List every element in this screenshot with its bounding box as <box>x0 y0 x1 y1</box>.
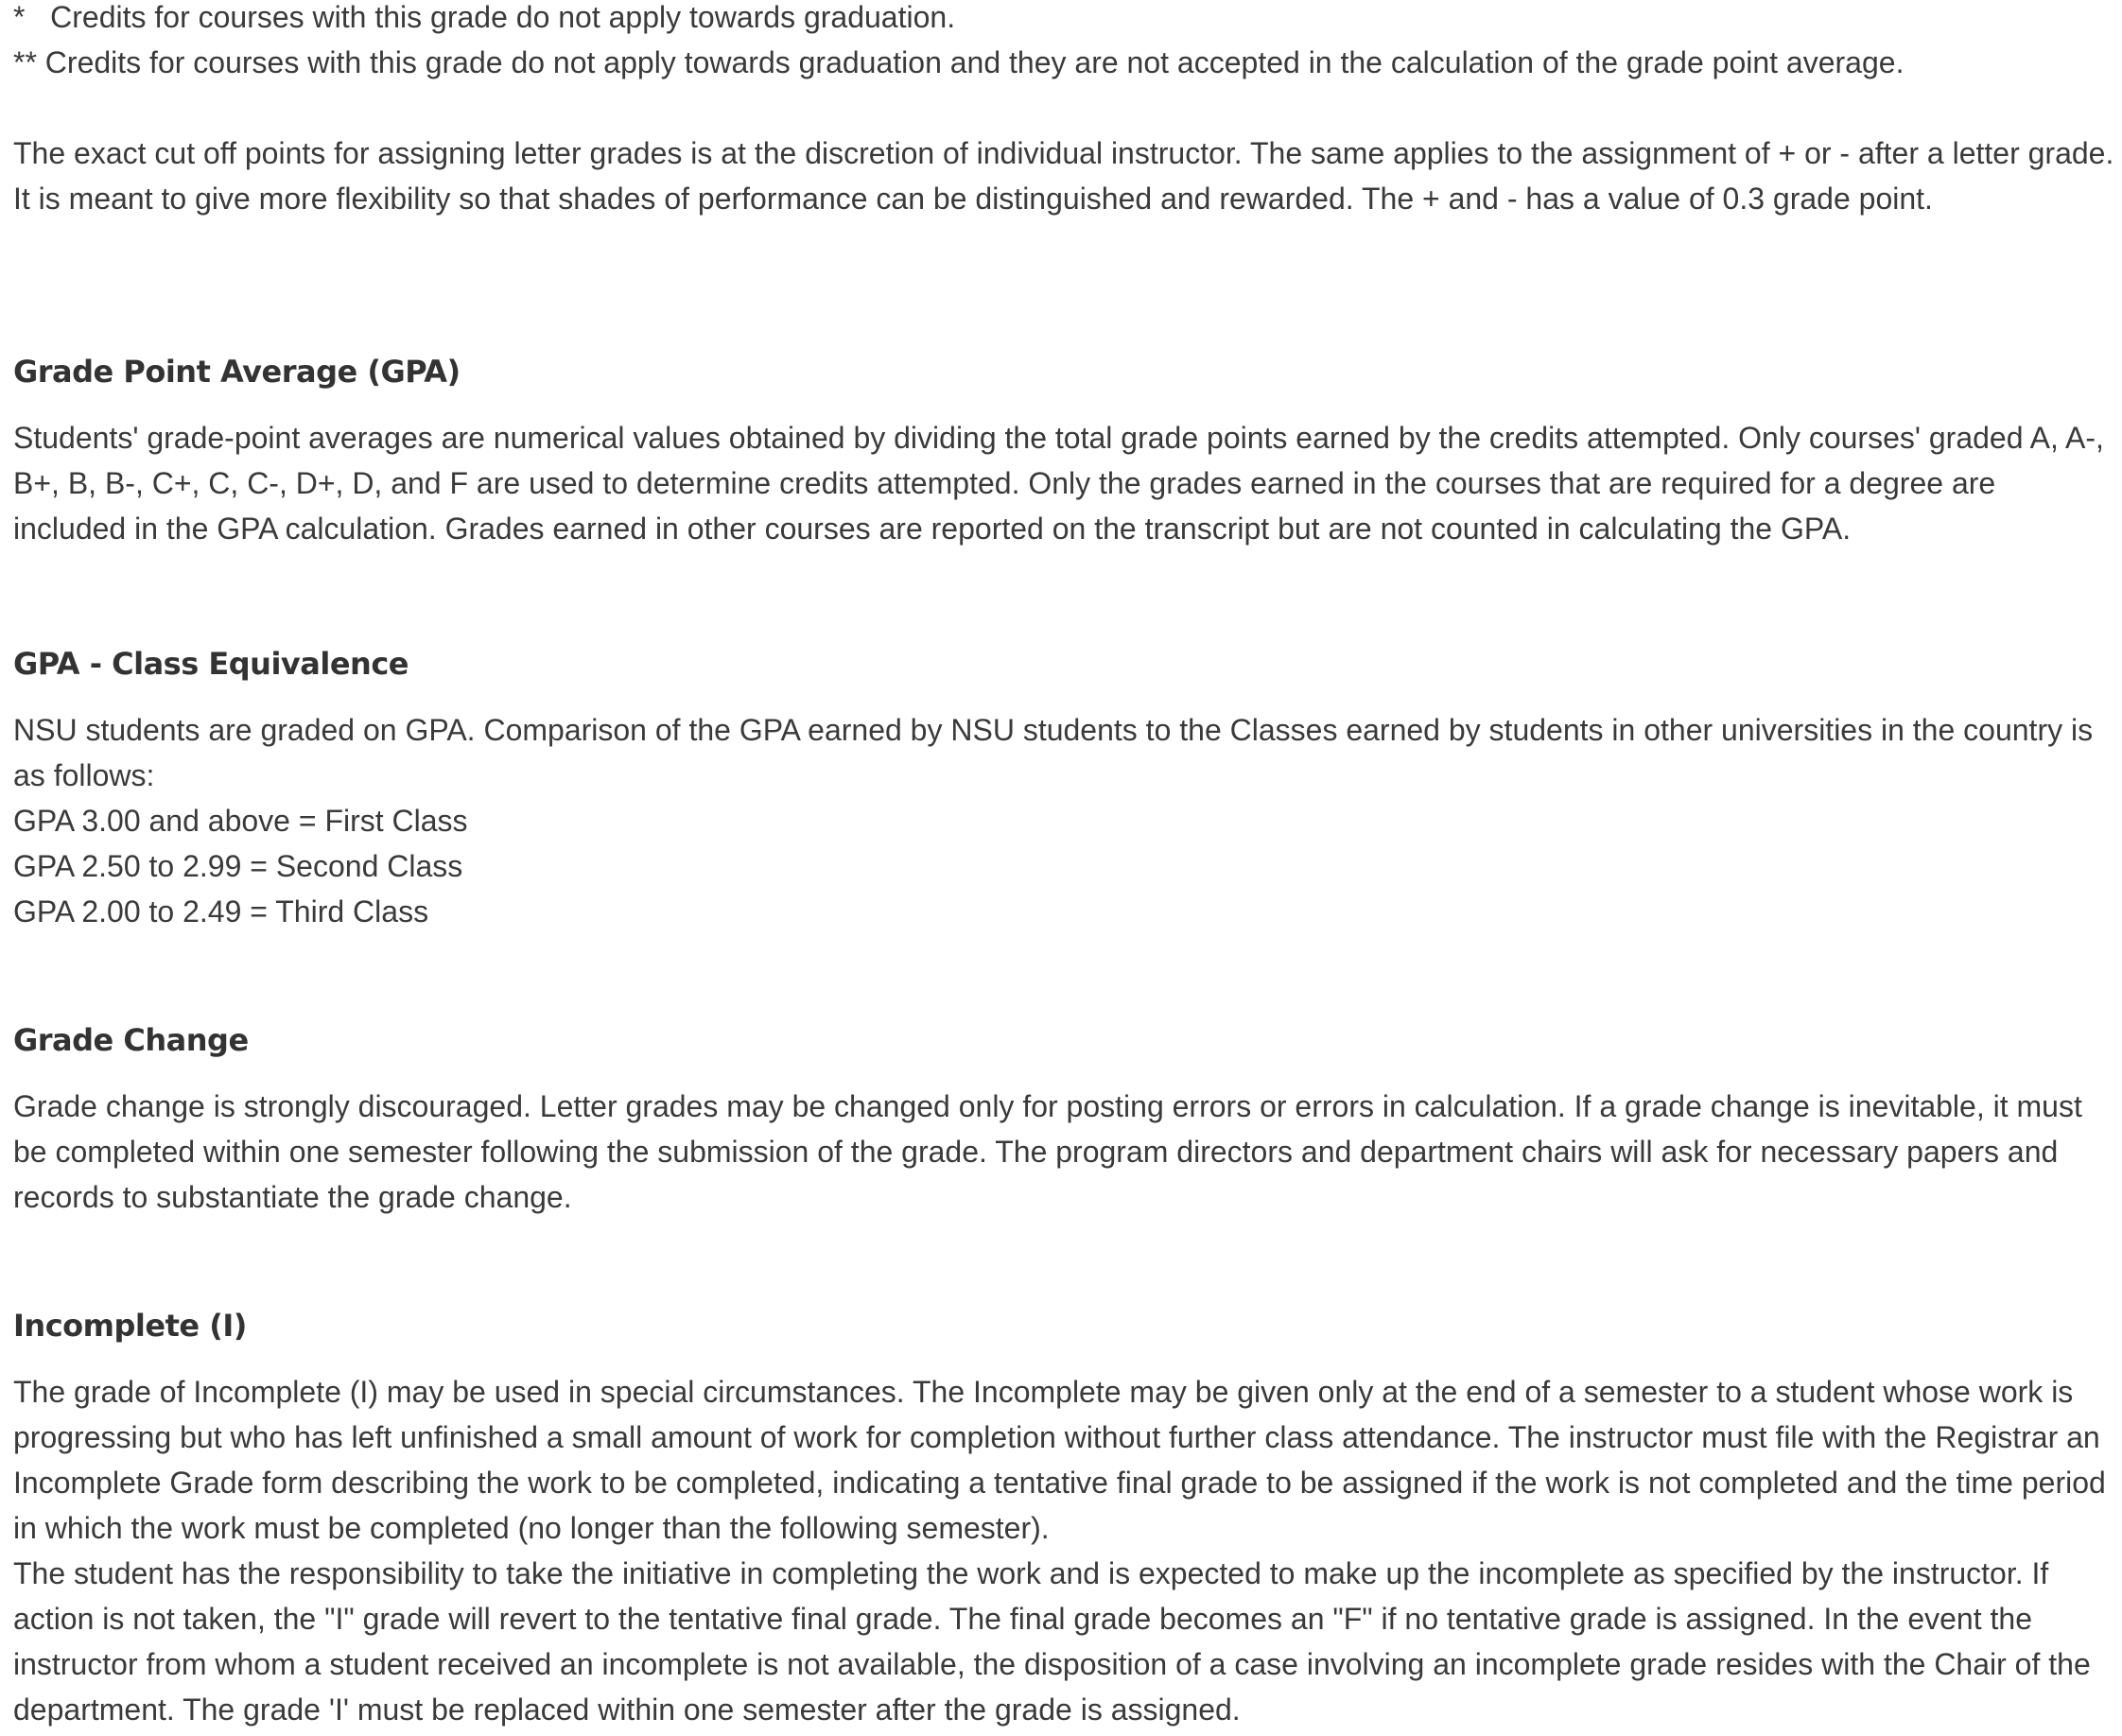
incomplete-paragraph-2: The student has the responsibility to take the initiative in completing the work and is expected to make up the incomplete as specified by the instructor. If action is not taken, the "I" grade will revert to the tentative final grade. The final grade becomes an "F" if no tentative grade is assigned. In the event the instructor from whom a student received an incomplete is not available, the disposition of a case involving an incomplete grade resides with the Chair of the department. The grade 'I' must be replaced within one semester after the grade is assigned. <box>13 1556 2091 1727</box>
grade-change-heading: Grade Change <box>13 1022 249 1058</box>
class-equivalence-line-first: GPA 3.00 and above = First Class <box>13 804 468 838</box>
footnote-single-asterisk: * Credits for courses with this grade do not apply towards graduation. <box>13 0 956 34</box>
class-equivalence-heading: GPA - Class Equivalence <box>13 646 409 682</box>
gpa-heading: Grade Point Average (GPA) <box>13 354 461 390</box>
incomplete-heading: Incomplete (I) <box>13 1308 247 1344</box>
class-equivalence-line-third: GPA 2.00 to 2.49 = Third Class <box>13 894 429 929</box>
gpa-paragraph: Students' grade-point averages are numerical values obtained by dividing the total grade points earned by the credits attempted. Only courses' graded A, A-, B+, B, B-, C+, C, C-, D+, D, and F are used to determine credits attempted. Only the grades earned in the courses that are required for a degree are included in the GPA calculation. Grades earned in other courses are reported on the transcript but are not counted in calculating the GPA. <box>13 421 2104 546</box>
class-equivalence-line-second: GPA 2.50 to 2.99 = Second Class <box>13 849 463 883</box>
grade-change-paragraph: Grade change is strongly discouraged. Letter grades may be changed only for posting errors or errors in calculation. If a grade change is inevitable, it must be completed within one semester following the submission of the grade. The program directors and department chairs will ask for necessary papers and records to substantiate the grade change. <box>13 1089 2082 1214</box>
grading-cutoff-paragraph: The exact cut off points for assigning letter grades is at the discretion of individual instructor. The same applies to the assignment of + or - after a letter grade. It is meant to give more flexibility so that shades of performance can be distinguished and rewarded. The + and - has a value of 0.3 grade point. <box>13 136 2114 216</box>
incomplete-paragraph-1: The grade of Incomplete (I) may be used in special circumstances. The Incomplete may be given only at the end of a semester to a student whose work is progressing but who has left unfinished a small amount of work for completion without further class attendance. The instructor must file with the Registrar an Incomplete Grade form describing the work to be completed, indicating a tentative final grade to be assigned if the work is not completed and the time period in which the work must be completed (no longer than the following semester). <box>13 1375 2106 1545</box>
footnote-double-asterisk: ** Credits for courses with this grade do not apply towards graduation and they are not accepted in the calculation of the grade point average. <box>13 45 1905 79</box>
class-equivalence-paragraph: NSU students are graded on GPA. Comparison of the GPA earned by NSU students to the Classes earned by students in other universities in the country is as follows: <box>13 713 2094 792</box>
